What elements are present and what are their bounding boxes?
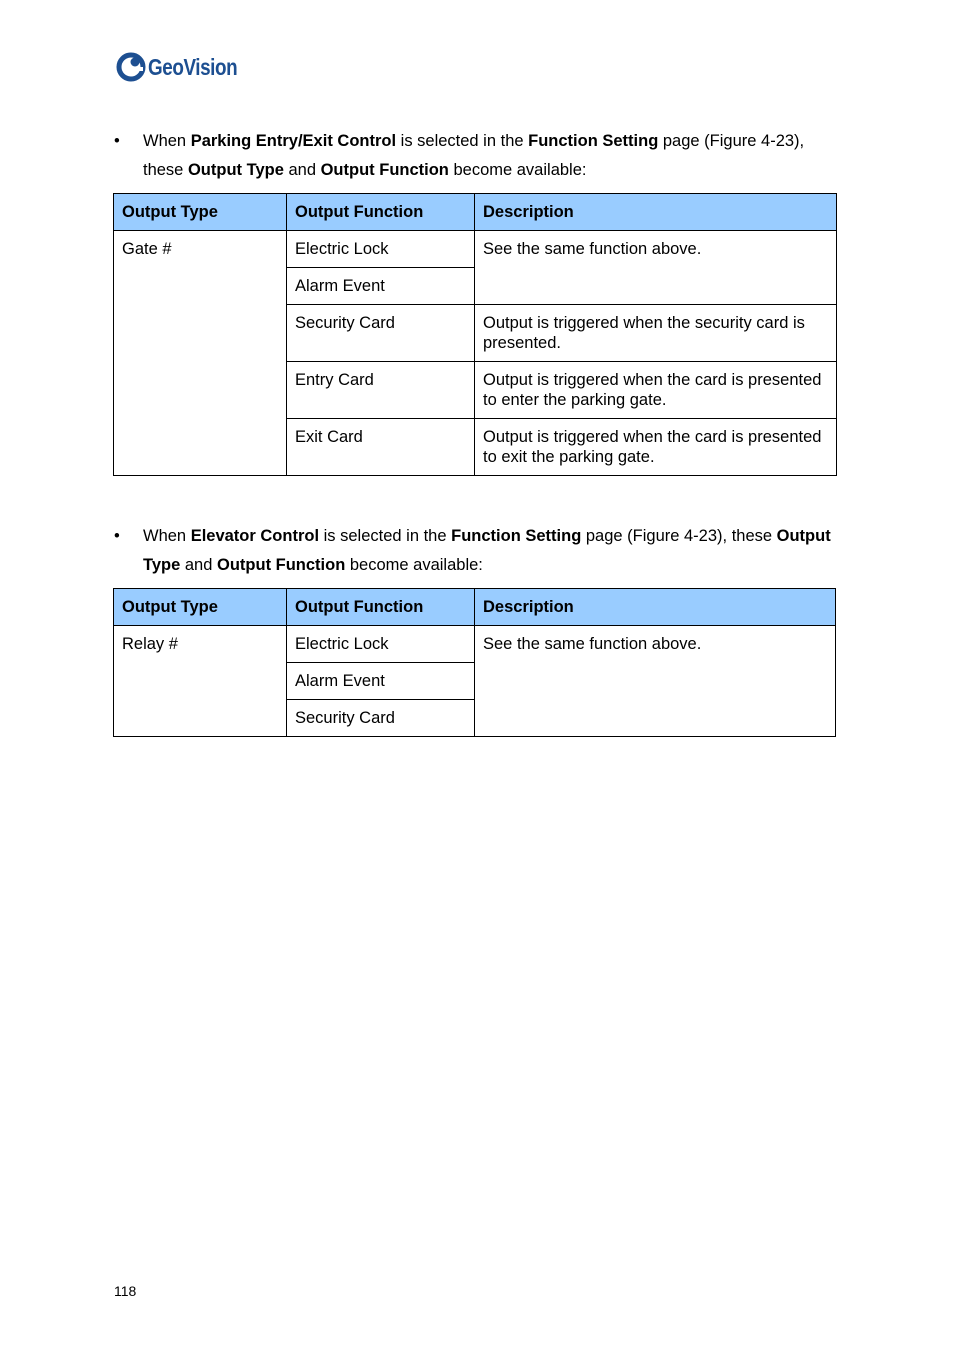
header-description: Description (475, 194, 837, 231)
output-type-cell: Relay # (114, 626, 287, 737)
text-run: page (Figure 4-23), these (581, 527, 777, 545)
output-type-cell: Gate # (114, 231, 287, 476)
section1-text (143, 127, 834, 185)
geovision-logo (116, 50, 257, 84)
output-function-cell: Alarm Event (287, 663, 475, 700)
table-header-row (114, 194, 837, 231)
header-output-function: Output Function (287, 589, 475, 626)
table-row (114, 231, 837, 268)
description-cell: Output is triggered when the security card is presented. (475, 305, 837, 362)
output-function-cell: Security Card (287, 305, 475, 362)
bold-term: Function Setting (451, 527, 582, 545)
text-run: become available: (345, 556, 483, 574)
logo-text: GeoVision (148, 53, 238, 80)
bold-term: Elevator Control (190, 527, 320, 545)
description-cell: See the same function above. (475, 231, 837, 305)
output-function-cell: Security Card (287, 700, 475, 737)
text-run: is selected in the (396, 132, 529, 150)
bold-term: Output Type (187, 161, 284, 179)
output-function-cell: Entry Card (287, 362, 475, 419)
text-run: When (143, 527, 191, 545)
table-header-row (114, 589, 836, 626)
text-run: become available: (448, 161, 587, 179)
text-run: is selected in the (319, 527, 452, 545)
text-run: page (Figure 4-23), these (143, 132, 805, 179)
description-cell: See the same function above. (475, 626, 836, 737)
output-function-cell: Electric Lock (287, 231, 475, 268)
parking-output-table (113, 193, 837, 476)
header-output-type: Output Type (114, 194, 287, 231)
bold-term: Output Type (143, 527, 831, 574)
bullet-dot: • (114, 132, 120, 150)
header-description: Description (475, 589, 836, 626)
table-row (114, 626, 836, 663)
section2-paragraph (114, 522, 834, 580)
bold-term: Function Setting (528, 132, 659, 150)
elevator-output-table (113, 588, 836, 737)
bullet-dot: • (114, 527, 120, 545)
text-run: and (180, 556, 217, 574)
header-output-function: Output Function (287, 194, 475, 231)
text-run: When (143, 132, 191, 150)
header-output-type: Output Type (114, 589, 287, 626)
bold-term: Output Function (217, 556, 346, 574)
text-run: and (283, 161, 321, 179)
output-function-cell: Alarm Event (287, 268, 475, 305)
section2-text (143, 522, 834, 580)
description-cell: Output is triggered when the card is presented to exit the parking gate. (475, 419, 837, 476)
description-cell: Output is triggered when the card is presented to enter the parking gate. (475, 362, 837, 419)
output-function-cell: Electric Lock (287, 626, 475, 663)
page-number: 118 (114, 1283, 137, 1299)
bold-term: Output Function (320, 161, 449, 179)
output-function-cell: Exit Card (287, 419, 475, 476)
section1-paragraph (114, 127, 834, 185)
bold-term: Parking Entry/Exit Control (190, 132, 397, 150)
geovision-swirl-icon (116, 52, 146, 82)
